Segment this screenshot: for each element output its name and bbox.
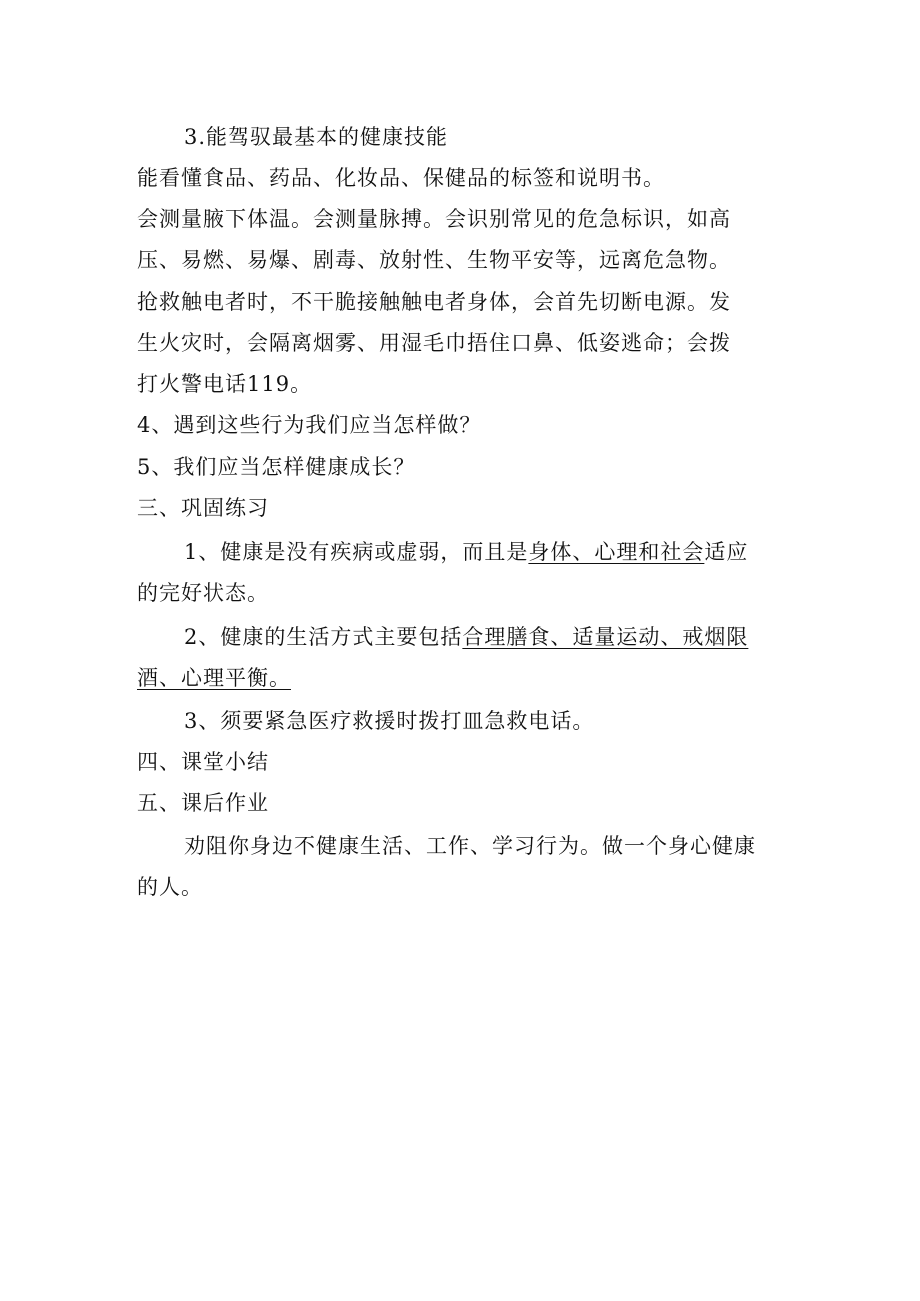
paragraph-line: 生火灾时，会隔离烟雾、用湿毛巾捂住口鼻、低姿逃命；会拨 bbox=[137, 331, 731, 355]
exercise-2-answer: 合理膳食、适量运动、戒烟限 bbox=[462, 625, 749, 649]
question-5: 5、我们应当怎样健康成长？ bbox=[137, 455, 416, 479]
paragraph-line: 抢救触电者时，不干脆接触触电者身体，会首先切断电源。发 bbox=[137, 290, 731, 314]
section-heading-summary: 四、课堂小结 bbox=[137, 750, 269, 774]
paragraph-line: 的人。 bbox=[137, 875, 203, 899]
section-heading-practice: 三、巩固练习 bbox=[137, 496, 269, 520]
exercise-1-text: 1、健康是没有疾病或虚弱，而且是 bbox=[184, 540, 529, 564]
paragraph-line: 压、易燃、易爆、剧毒、放射性、生物平安等，远离危急物。 bbox=[137, 248, 731, 272]
paragraph-line: 会测量腋下体温。会测量脉搏。会识别常见的危急标识，如高 bbox=[137, 207, 731, 231]
homework-text: 劝阻你身边不健康生活、工作、学习行为。做一个身心健康 bbox=[184, 834, 756, 858]
exercise-1-answer: 身体、心理和社会 bbox=[528, 540, 705, 564]
paragraph-line: 能看懂食品、药品、化妆品、保健品的标签和说明书。 bbox=[137, 166, 665, 190]
heading-skills: 3.能驾驭最基本的健康技能 bbox=[184, 125, 449, 149]
paragraph-line: 的完好状态。 bbox=[137, 581, 269, 605]
exercise-2-continued bbox=[137, 663, 787, 693]
question-4: 4、遇到这些行为我们应当怎样做？ bbox=[137, 413, 482, 437]
exercise-2-answer-end: 酒、心理平衡。 bbox=[137, 666, 291, 690]
section-heading-homework: 五、课后作业 bbox=[137, 791, 269, 815]
exercise-2-text: 2、健康的生活方式主要包括 bbox=[184, 625, 463, 649]
exercise-1-text-end: 适应 bbox=[704, 540, 749, 564]
exercise-3: 3、须要紧急医疗救援时拨打皿急救电话。 bbox=[184, 709, 595, 733]
exercise-2 bbox=[184, 622, 834, 652]
exercise-1 bbox=[184, 537, 834, 567]
paragraph-line: 打火警电话119。 bbox=[137, 372, 313, 396]
